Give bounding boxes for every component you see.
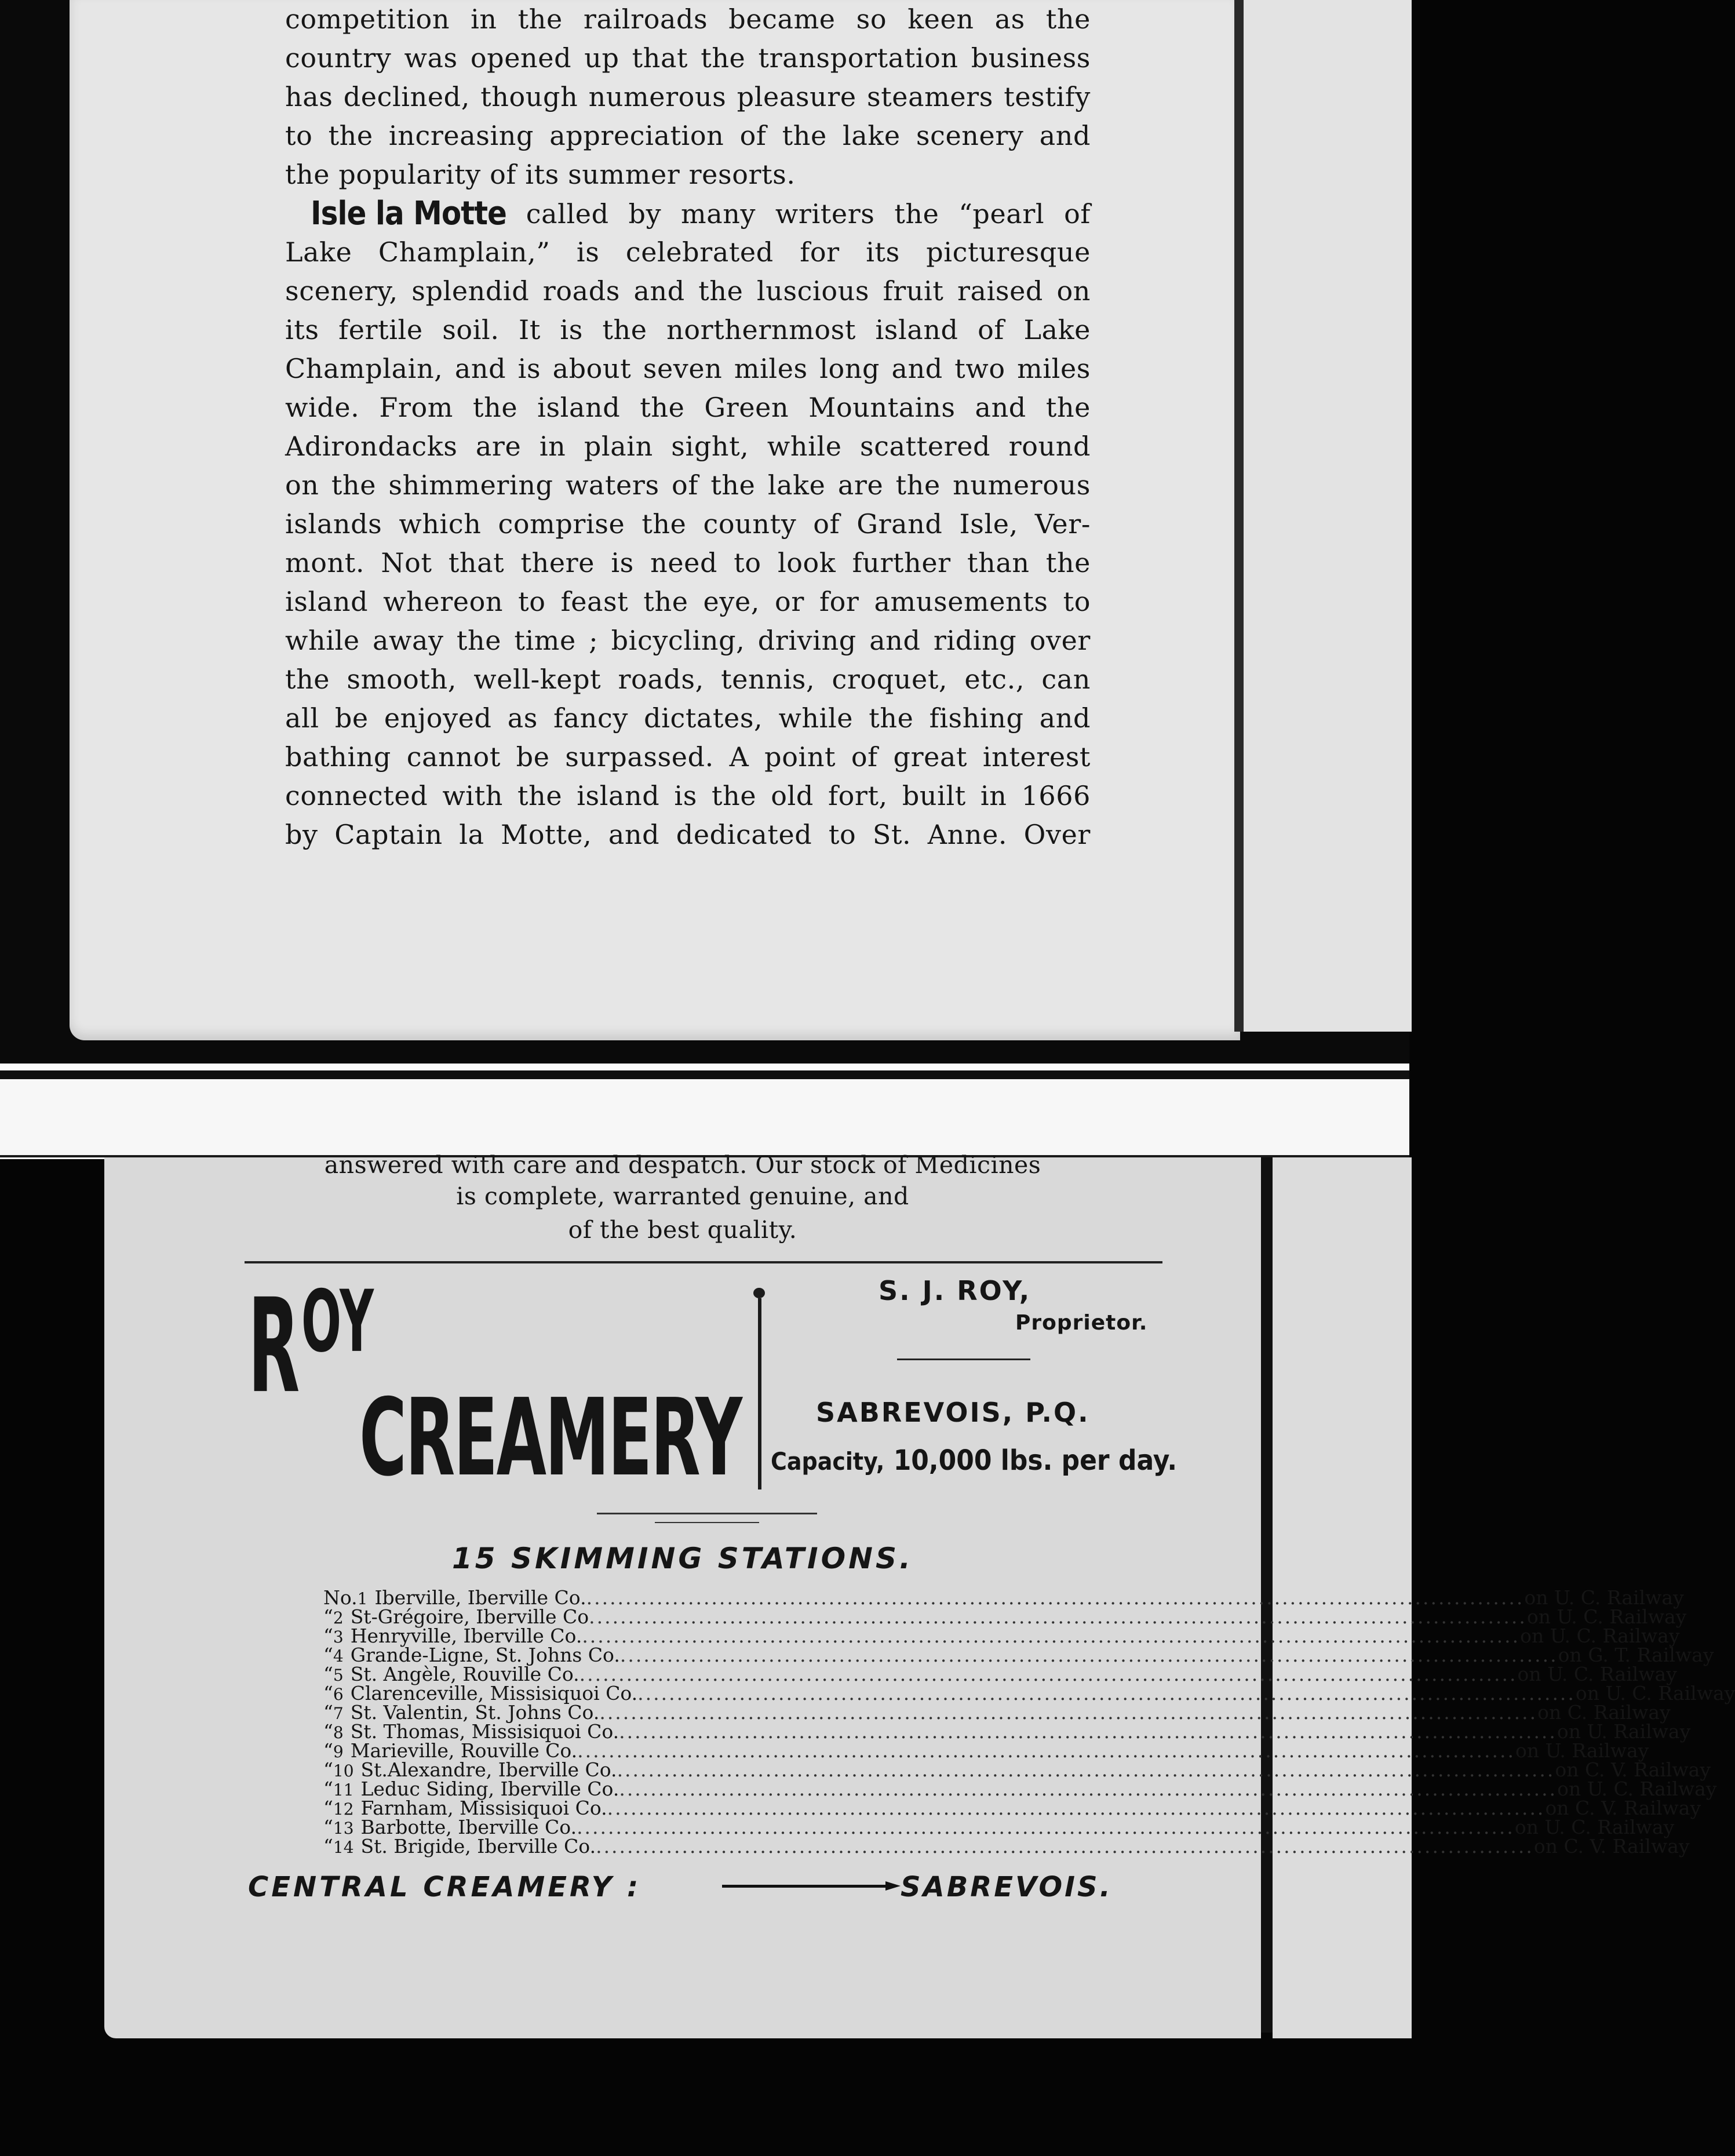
station-name: St-Grégoire, Iberville Co xyxy=(350,1605,589,1628)
station-number: 1 xyxy=(357,1589,368,1608)
station-row xyxy=(323,1663,1677,1685)
station-name: St. Brigide, Iberville Co. xyxy=(360,1835,596,1858)
station-row xyxy=(323,1797,1701,1819)
station-railway: on C. V. Railway xyxy=(1545,1797,1701,1819)
station-railway: on C. V. Railway xyxy=(1555,1758,1711,1781)
station-row xyxy=(323,1720,1691,1743)
station-name: St. Angèle, Rouville Co. xyxy=(350,1663,579,1685)
station-row xyxy=(323,1605,1687,1628)
text-line: islands which comprise the county of Grand Isle, Ver- xyxy=(285,508,1091,540)
dot-leader: ........................................................................................................................ xyxy=(586,1586,1525,1609)
station-number: 4 xyxy=(333,1647,344,1666)
station-railway: on U. C. Railway xyxy=(1526,1605,1687,1628)
text-line: on the shimmering waters of the lake are the numerous xyxy=(285,469,1091,501)
station-railway: on C. V. Railway xyxy=(1533,1835,1690,1858)
station-row xyxy=(323,1701,1671,1724)
dot-leader: ........................................................................................................................ xyxy=(577,1739,1515,1762)
station-prefix: “ xyxy=(323,1605,333,1628)
station-railway: on U. C. Railway xyxy=(1514,1816,1675,1838)
station-name: Barbotte, Iberville Co. xyxy=(360,1816,577,1838)
ornament-rule xyxy=(655,1522,759,1523)
capacity-label: Capacity, xyxy=(771,1447,885,1476)
station-name: Clarenceville, Missisiquoi Co. xyxy=(350,1682,638,1705)
station-row xyxy=(323,1586,1684,1609)
isle-la-motte-heading: Isle la Motte xyxy=(311,194,506,232)
station-name: Henryville, Iberville Co. xyxy=(350,1625,582,1647)
text-line: bathing cannot be surpassed. A point of great interest xyxy=(285,741,1091,773)
text-line: mont. Not that there is need to look further than the xyxy=(285,547,1091,578)
dot-leader: ........................................................................................................................ xyxy=(619,1778,1558,1800)
text-line: its fertile soil. It is the northernmost island of Lake xyxy=(285,314,1091,345)
dot-leader: ........................................................................................................................ xyxy=(607,1797,1546,1819)
text-line: Lake Champlain,” is celebrated for its picturesque xyxy=(285,236,1091,268)
capacity xyxy=(771,1444,1177,1477)
station-prefix: “ xyxy=(323,1739,333,1762)
station-row xyxy=(323,1816,1675,1838)
top-facing-page-edge xyxy=(1244,0,1412,1032)
location: SABREVOIS, P.Q. xyxy=(816,1397,1090,1428)
ornament-knob xyxy=(753,1288,765,1298)
stations-title: 15 SKIMMING STATIONS. xyxy=(452,1542,913,1575)
station-row xyxy=(323,1758,1711,1781)
station-prefix: “ xyxy=(323,1663,333,1685)
dot-leader: ........................................................................................................................ xyxy=(589,1605,1527,1628)
station-railway: on U. C. Railway xyxy=(1557,1778,1717,1800)
station-name: St. Valentin, St. Johns Co. xyxy=(350,1701,600,1724)
station-number: 8 xyxy=(333,1723,344,1742)
text-line: island whereon to feast the eye, or for amusements to xyxy=(285,586,1091,617)
station-prefix: “ xyxy=(323,1778,333,1800)
station-prefix: No. xyxy=(323,1586,358,1609)
station-number: 6 xyxy=(333,1685,344,1704)
station-number: 10 xyxy=(333,1761,354,1780)
station-railway: on U. C. Railway xyxy=(1517,1663,1677,1685)
text-line: while away the time ; bicycling, driving and riding over xyxy=(285,625,1091,656)
advert-top-rule xyxy=(245,1261,1162,1263)
station-number: 3 xyxy=(333,1627,344,1647)
station-row xyxy=(323,1778,1717,1800)
station-name: Farnham, Missisiquoi Co. xyxy=(360,1797,607,1819)
station-railway: on U. C. Railway xyxy=(1575,1682,1735,1705)
proprietor-name: S. J. ROY, xyxy=(879,1275,1031,1306)
station-railway: on U. C. Railway xyxy=(1520,1625,1680,1647)
station-number: 12 xyxy=(333,1800,354,1819)
text-line: Champlain, and is about seven miles long and two miles xyxy=(285,353,1091,384)
intro-line: of the best quality. xyxy=(568,1216,797,1244)
dot-leader: ........................................................................................................................ xyxy=(617,1758,1555,1781)
top-page-gutter xyxy=(1234,0,1244,1032)
dot-leader: ........................................................................................................................ xyxy=(599,1701,1538,1724)
scan-separator-dark xyxy=(0,1070,1409,1079)
text-line: Adirondacks are in plain sight, while scattered round xyxy=(285,431,1091,462)
text-line: competition in the railroads became so keen as the xyxy=(285,3,1091,35)
station-prefix: “ xyxy=(323,1682,333,1705)
scan-separator xyxy=(0,1064,1409,1070)
station-prefix: “ xyxy=(323,1816,333,1838)
station-row xyxy=(323,1644,1714,1666)
station-prefix: “ xyxy=(323,1720,333,1743)
dot-leader: ........................................................................................................................ xyxy=(596,1835,1534,1858)
station-prefix: “ xyxy=(323,1835,333,1858)
dot-leader: ........................................................................................................................ xyxy=(579,1663,1518,1685)
central-creamery-row xyxy=(248,1871,1166,1906)
station-number: 5 xyxy=(333,1666,344,1685)
station-prefix: “ xyxy=(323,1797,333,1819)
station-railway: on G. T. Railway xyxy=(1558,1644,1714,1666)
station-prefix: “ xyxy=(323,1644,333,1666)
ornament-rule xyxy=(597,1513,817,1514)
capacity-value: 10,000 lbs. per day. xyxy=(893,1444,1178,1477)
proprietor-title: Proprietor. xyxy=(1015,1311,1148,1335)
station-prefix: “ xyxy=(323,1701,333,1724)
station-name: Iberville, Iberville Co. xyxy=(374,1586,586,1609)
station-prefix: “ xyxy=(323,1625,333,1647)
station-number: 14 xyxy=(333,1838,354,1857)
dot-leader: ........................................................................................................................ xyxy=(637,1682,1576,1705)
bottom-scan-top-margin xyxy=(0,1079,1409,1159)
text-line: has declined, though numerous pleasure steamers testify xyxy=(285,81,1091,112)
central-creamery-label: CENTRAL CREAMERY : xyxy=(248,1871,641,1903)
station-railway: on U. Railway xyxy=(1515,1739,1649,1762)
station-railway: on C. Railway xyxy=(1537,1701,1671,1724)
station-number: 9 xyxy=(333,1742,344,1761)
dot-leader: ........................................................................................................................ xyxy=(619,1720,1557,1743)
intro-line: answered with care and despatch. Our stock of Medicines xyxy=(324,1151,1041,1179)
station-name: Grande-Ligne, St. Johns Co. xyxy=(350,1644,620,1666)
station-row xyxy=(323,1739,1649,1762)
ornament-vertical-rule xyxy=(758,1298,761,1489)
logo-letters-oy: OY xyxy=(301,1272,374,1372)
station-row xyxy=(323,1835,1690,1858)
station-name: Leduc Siding, Iberville Co. xyxy=(360,1778,619,1800)
text-line: wide. From the island the Green Mountains and the xyxy=(285,392,1091,423)
station-number: 7 xyxy=(333,1704,344,1723)
station-row xyxy=(323,1682,1735,1705)
logo-creamery: CREAMERY xyxy=(359,1376,741,1500)
station-row xyxy=(323,1625,1680,1647)
text-line: all be enjoyed as fancy dictates, while the fishing and xyxy=(285,702,1091,734)
paragraph-opening-line xyxy=(285,194,1091,233)
central-creamery-leader xyxy=(722,1885,890,1888)
logo-letter-r: R xyxy=(248,1270,300,1422)
text-line-continuation: called by many writers the “pearl of xyxy=(526,198,1091,230)
station-prefix: “ xyxy=(323,1758,333,1781)
station-number: 2 xyxy=(333,1608,344,1627)
text-line: scenery, splendid roads and the luscious fruit raised on xyxy=(285,275,1091,307)
station-railway: on U. C. Railway xyxy=(1524,1586,1684,1609)
text-line: by Captain la Motte, and dedicated to St. Anne. Over xyxy=(285,819,1091,850)
station-number: 11 xyxy=(333,1780,354,1800)
stations-list xyxy=(323,1586,1735,1858)
central-creamery-location: SABREVOIS. xyxy=(901,1871,1113,1903)
text-line: country was opened up that the transportation business xyxy=(285,42,1091,74)
station-name: St. Thomas, Missisiquoi Co. xyxy=(350,1720,619,1743)
arrow-right-icon xyxy=(885,1881,901,1891)
text-line: the popularity of its summer resorts. xyxy=(285,159,796,190)
proprietor-rule xyxy=(897,1359,1030,1360)
station-name: Marieville, Rouville Co. xyxy=(350,1739,578,1762)
text-line: the smooth, well-kept roads, tennis, croquet, etc., can xyxy=(285,664,1091,695)
article-text-block xyxy=(285,0,1091,854)
station-name: St.Alexandre, Iberville Co. xyxy=(360,1758,617,1781)
text-line: to the increasing appreciation of the lake scenery and xyxy=(285,120,1091,151)
text-line: connected with the island is the old fort, built in 1666 xyxy=(285,780,1091,811)
intro-line: is complete, warranted genuine, and xyxy=(456,1182,909,1210)
dot-leader: ........................................................................................................................ xyxy=(582,1625,1521,1647)
dot-leader: ........................................................................................................................ xyxy=(577,1816,1515,1838)
station-railway: on U. Railway xyxy=(1557,1720,1691,1743)
station-number: 13 xyxy=(333,1819,354,1838)
dot-leader: ........................................................................................................................ xyxy=(619,1644,1558,1666)
